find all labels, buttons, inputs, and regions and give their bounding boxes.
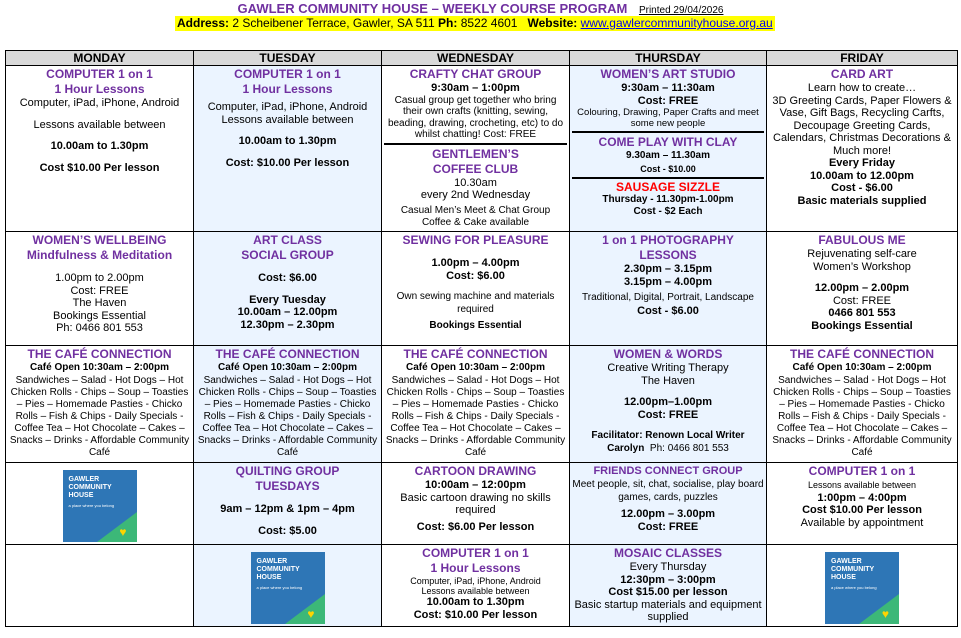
computer-wednesday-cell: [382, 545, 570, 627]
class-desc: Own sewing machine and materials required: [396, 291, 555, 315]
class-time: 10.00am to 1.30pm: [426, 596, 525, 608]
class-title: CARTOON DRAWING: [414, 464, 537, 478]
photography-cell: [570, 232, 767, 346]
class-desc: Lessons available between: [221, 113, 354, 126]
address-label: Address:: [177, 16, 230, 30]
class-time: 1.00pm to 2.00pm: [55, 272, 144, 284]
heart-icon: ♥: [119, 525, 127, 539]
class-desc: Sandwiches – Salad - Hot Dogs – Hot Chicken Rolls - Chips – Soup – Toasties – Pies – Homemade Pasties - Chicko Rolls – Fish & Chips - Daily Specials - Coffee Tea – Hot Chocolate – Cakes – Snacks – Drinks - Affordable Community Café: [385, 374, 566, 458]
table-row: [6, 545, 958, 627]
class-desc: Rejuvenating self-care: [807, 248, 917, 260]
class-title: GENTLEMEN’S: [432, 146, 519, 161]
class-phone: Ph: 0466 801 553: [649, 442, 729, 454]
class-cost: Cost: $5.00: [258, 524, 317, 537]
day-friday: FRIDAY: [767, 51, 958, 66]
class-desc: Casual group get together who bring their own crafts (knitting, sewing, beading, drawing, crocheting, etc) to do whilst chatting! Cost: FREE: [387, 94, 564, 140]
address-bar: [175, 16, 775, 31]
class-cost: Cost $10.00 Per lesson: [39, 161, 160, 174]
class-time: 9.30am – 11.30am: [626, 150, 710, 161]
class-subtitle: 1 Hour Lessons: [430, 561, 521, 575]
cafe-wednesday-cell: [382, 346, 570, 463]
class-cost: Cost: FREE: [637, 520, 699, 533]
class-cost: Cost: FREE: [832, 294, 892, 307]
class-phone: 0466 801 553: [828, 307, 896, 319]
table-row: [6, 463, 958, 545]
computer-monday-cell: [6, 66, 194, 232]
class-desc: Meet people, sit, chat, socialise, play board games, cards, puzzles: [572, 479, 764, 503]
logo-text: HOUSE: [831, 574, 856, 581]
class-desc: Colouring, Drawing, Paper Crafts and meet some new people: [577, 107, 759, 129]
class-desc: Lessons available between: [33, 118, 166, 131]
class-subtitle: Mindfulness & Meditation: [26, 248, 173, 262]
class-desc: Lessons available between: [421, 586, 530, 596]
class-title: THE CAFÉ CONNECTION: [27, 347, 172, 361]
class-time: 3.15pm – 4.00pm: [623, 275, 713, 288]
class-cost: Cost: FREE: [637, 94, 699, 107]
class-time: 12:30pm – 3:00pm: [620, 573, 716, 586]
class-desc: Coffee & Cake available: [421, 217, 530, 228]
heart-icon: ♥: [881, 607, 889, 621]
logo-cell: [6, 463, 194, 545]
class-desc: Every Tuesday: [249, 293, 326, 306]
cafe-friday-cell: [767, 346, 958, 463]
class-subtitle: 1 Hour Lessons: [54, 82, 145, 96]
class-time: 9:30am – 11:30am: [621, 82, 715, 94]
class-time: Café Open 10:30am – 2:00pm: [30, 362, 169, 373]
class-time: 10.00am to 12.00pm: [810, 169, 914, 182]
class-note: Available by appointment: [800, 516, 924, 529]
logo-tagline: a place where you belong: [256, 585, 303, 590]
class-title: COMPUTER 1 on 1: [46, 67, 153, 81]
class-cost: Cost - $10.00: [640, 163, 696, 174]
empty-cell: [6, 545, 194, 627]
day-tuesday: TUESDAY: [194, 51, 382, 66]
logo-text: HOUSE: [256, 574, 282, 581]
class-time: 10.00am to 1.30pm: [50, 140, 149, 152]
heart-icon: ♥: [307, 607, 315, 621]
class-desc: Learn how to create…: [807, 82, 917, 94]
womens-art-cell: [570, 66, 767, 232]
logo-text: GAWLER: [256, 558, 288, 565]
website-link[interactable]: www.gawlercommunityhouse.org.au: [580, 16, 773, 30]
friends-connect-cell: [570, 463, 767, 545]
class-cost: Cost: $10.00 Per lesson: [413, 608, 538, 621]
class-time: 12.00pm – 3.00pm: [620, 508, 716, 520]
class-desc: Every Friday: [828, 157, 896, 169]
logo-text: COMMUNITY: [256, 566, 300, 573]
contact-name: Carolyn: [607, 442, 645, 454]
class-title: WOMEN’S WELLBEING: [32, 233, 167, 247]
class-desc: Computer, iPad, iPhone, Android: [207, 101, 368, 113]
card-art-cell: [767, 66, 958, 232]
class-title: FABULOUS ME: [818, 233, 906, 247]
class-desc: Facilitator: Renown Local Writer: [591, 430, 745, 441]
address-text: 2 Scheibener Terrace, Gawler, SA 511: [232, 16, 435, 30]
class-phone: Ph: 0466 801 553: [56, 322, 143, 334]
class-title: COFFEE CLUB: [432, 161, 519, 176]
class-title: COMPUTER 1 on 1: [234, 67, 341, 81]
class-cost: Cost: FREE: [637, 408, 699, 421]
class-time: 10.00am – 12.00pm: [237, 306, 338, 318]
class-note: Basic startup materials and equipment supplied: [574, 598, 762, 623]
day-wednesday: WEDNESDAY: [382, 51, 570, 66]
class-title: WOMEN’S ART STUDIO: [600, 67, 736, 81]
class-desc: The Haven: [72, 297, 127, 309]
class-desc: Sandwiches – Salad - Hot Dogs – Hot Chicken Rolls - Chips – Soup – Toasties – Pies – Homemade Pasties - Chicko Rolls – Fish & Chips - Daily Specials - Coffee Tea – Hot Chocolate – Cakes – Snacks – Drinks - Affordable Community Café: [772, 374, 952, 458]
logo-text: HOUSE: [68, 492, 94, 499]
program-title: GAWLER COMMUNITY HOUSE – WEEKLY COURSE PROGRAM: [237, 1, 628, 16]
class-cost: Cost $10.00 Per lesson: [802, 504, 922, 516]
class-subtitle: 1 Hour Lessons: [242, 82, 333, 96]
class-desc: Computer, iPad, iPhone, Android: [410, 576, 541, 586]
class-title: SEWING FOR PLEASURE: [402, 233, 549, 247]
class-subtitle: TUESDAYS: [255, 479, 320, 493]
logo-cell: [194, 545, 382, 627]
class-title: CRAFTY CHAT GROUP: [409, 67, 542, 81]
class-title: THE CAFÉ CONNECTION: [215, 347, 360, 361]
class-cost: Cost: $6.00: [258, 272, 317, 284]
logo-tagline: a place where you belong: [68, 503, 115, 508]
class-title: QUILTING GROUP: [235, 464, 340, 478]
class-time: 12.00pm–1.00pm: [623, 396, 713, 408]
class-desc: Bookings Essential: [811, 319, 913, 332]
class-cost: Cost - $2 Each: [633, 206, 703, 217]
phone-label: Ph:: [438, 16, 458, 30]
class-time: Café Open 10:30am – 2:00pm: [218, 362, 357, 373]
class-time: 2.30pm – 3.15pm: [623, 263, 713, 275]
class-desc: Basic cartoon drawing no skills required: [400, 491, 551, 516]
crafty-chat-cell: [382, 66, 570, 232]
class-desc: Casual Men’s Meet & Chat Group: [400, 204, 551, 216]
class-title: FRIENDS CONNECT GROUP: [593, 465, 743, 477]
computer-tuesday-cell: [194, 66, 382, 232]
class-desc: Every Thursday: [629, 561, 707, 573]
class-title: THE CAFÉ CONNECTION: [403, 347, 548, 361]
class-time: 1:00pm – 4:00pm: [817, 491, 907, 504]
art-class-cell: [194, 232, 382, 346]
class-time: 12.00pm – 2.00pm: [814, 282, 910, 294]
table-row: [6, 232, 958, 346]
day-monday: MONDAY: [6, 51, 194, 66]
phone-text: 8522 4601: [460, 16, 518, 30]
community-house-logo: [825, 552, 899, 624]
class-time: 9am – 12pm & 1pm – 4pm: [220, 503, 355, 515]
class-desc: The Haven: [641, 374, 695, 387]
class-cost: Cost: $10.00 Per lesson: [225, 156, 350, 169]
class-desc: Bookings Essential: [429, 320, 522, 331]
class-time: 9:30am – 1:00pm: [431, 82, 520, 94]
table-row: [6, 346, 958, 463]
women-words-cell: [570, 346, 767, 463]
class-time: 10.00am to 1.30pm: [238, 135, 337, 147]
class-cost: Cost - $6.00: [637, 304, 699, 317]
program-table: [5, 50, 958, 627]
class-desc: Computer, iPad, iPhone, Android: [19, 97, 180, 109]
class-cost: Cost: $6.00 Per lesson: [416, 520, 535, 533]
website-label: Website:: [527, 16, 578, 30]
class-title: SAUSAGE SIZZLE: [615, 180, 720, 194]
printed-date: Printed 29/04/2026: [638, 5, 724, 16]
class-subtitle: SOCIAL GROUP: [241, 248, 334, 262]
day-header-row: [6, 51, 958, 66]
class-desc: Women’s Workshop: [813, 260, 911, 273]
logo-tagline: a place where you belong: [831, 585, 877, 590]
class-title: MOSAIC CLASSES: [613, 546, 722, 560]
class-cost: Cost: FREE: [70, 284, 129, 297]
class-cost: Cost $15.00 per lesson: [608, 586, 728, 598]
class-title: WOMEN & WORDS: [613, 347, 723, 361]
logo-text: GAWLER: [68, 476, 100, 483]
class-subtitle: LESSONS: [639, 248, 697, 262]
class-time: Café Open 10:30am – 2:00pm: [406, 362, 545, 373]
logo-cell: [767, 545, 958, 627]
class-note: Basic materials supplied: [797, 194, 927, 207]
class-cost: Cost - $6.00: [831, 182, 893, 194]
class-title: COMPUTER 1 on 1: [422, 546, 529, 560]
quilting-cell: [194, 463, 382, 545]
cafe-tuesday-cell: [194, 346, 382, 463]
class-desc: Lessons available between: [807, 480, 917, 490]
mosaic-cell: [570, 545, 767, 627]
community-house-logo: [63, 470, 137, 542]
class-title: THE CAFÉ CONNECTION: [790, 347, 934, 361]
class-desc: Traditional, Digital, Portrait, Landscape: [582, 292, 754, 303]
cafe-monday-cell: [6, 346, 194, 463]
class-time: 1.00pm – 4.00pm: [431, 257, 520, 269]
computer-friday-cell: [767, 463, 958, 545]
logo-text: COMMUNITY: [68, 484, 112, 491]
class-time: 10.30am: [454, 176, 497, 189]
page-title: [0, 1, 961, 16]
logo-text: COMMUNITY: [831, 566, 875, 573]
community-house-logo: [251, 552, 325, 624]
class-desc: Sandwiches – Salad - Hot Dogs – Hot Chicken Rolls - Chips – Soup – Toasties – Pies – Homemade Pasties - Chicko Rolls – Fish & Chips - Daily Specials - Coffee Tea – Hot Chocolate – Cakes – Snacks – Drinks - Affordable Community Café: [9, 374, 190, 458]
class-time: 10:00am – 12:00pm: [425, 479, 526, 491]
class-title: ART CLASS: [253, 233, 322, 247]
table-row: [6, 66, 958, 232]
class-desc: Creative Writing Therapy: [607, 362, 729, 374]
class-desc: every 2nd Wednesday: [420, 189, 531, 201]
class-title: 1 on 1 PHOTOGRAPHY: [602, 233, 734, 247]
class-cost: Cost: $6.00: [446, 269, 505, 282]
day-thursday: THURSDAY: [570, 51, 767, 66]
class-time: Thursday - 11.30pm-1.00pm: [602, 193, 734, 205]
class-title: COMPUTER 1 on 1: [808, 464, 916, 478]
fabulous-me-cell: [767, 232, 958, 346]
sewing-cell: [382, 232, 570, 346]
class-title: CARD ART: [830, 67, 894, 81]
class-desc: 3D Greeting Cards, Paper Flowers & Vase, Gift Bags, Recycling Carfts, Decoupage Greeting Cards, Calendars, Christmas Decorations & Much more!: [772, 94, 952, 157]
class-time: Café Open 10:30am – 2:00pm: [792, 362, 932, 373]
class-desc: Bookings Essential: [53, 309, 146, 322]
class-desc: Sandwiches – Salad - Hot Dogs – Hot Chicken Rolls - Chips – Soup – Toasties – Pies – Homemade Pasties - Chicko Rolls – Fish & Chips - Daily Specials - Coffee Tea – Hot Chocolate – Cakes – Snacks – Drinks - Affordable Community Café: [197, 374, 378, 458]
logo-text: GAWLER: [831, 558, 862, 565]
cartoon-cell: [382, 463, 570, 545]
class-title: COME PLAY WITH CLAY: [598, 135, 738, 149]
wellbeing-cell: [6, 232, 194, 346]
class-time: 12.30pm – 2.30pm: [240, 318, 335, 331]
